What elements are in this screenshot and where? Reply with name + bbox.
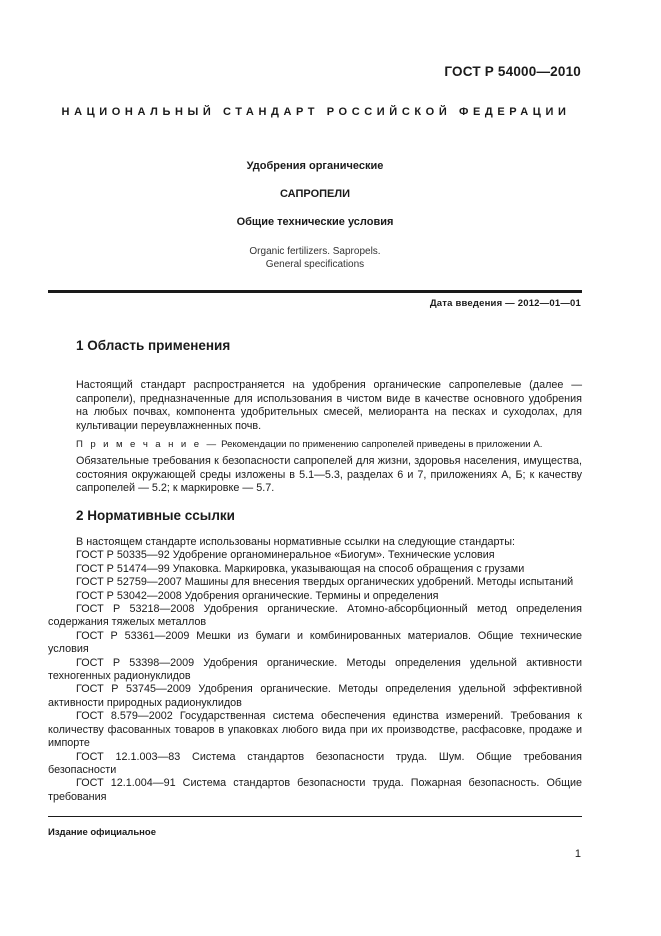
section-1-paragraph-2-text: Обязательные требования к безопасности сапропелей для жизни, здоровья населения, имущества, состояния окружающей среды изложены в 5.1—5.3, разделах 6 и 7, приложениях А, Б; к качеству сапропелей — 5.2; к маркировке — 5.7.	[76, 455, 582, 494]
reference-item: ГОСТ Р 52759—2007 Машины для внесения твердых органических удобрений. Методы испытаний	[76, 576, 574, 589]
section-1-paragraph-2	[76, 455, 582, 496]
reference-item: ГОСТ Р 51474—99 Упаковка. Маркировка, указывающая на способ обращения с грузами	[76, 562, 525, 575]
section-1-heading: 1 Область применения	[76, 338, 231, 353]
footer-divider	[48, 816, 582, 817]
references-intro: В настоящем стандарте использованы нормативные ссылки на следующие стандарты:	[76, 536, 515, 548]
reference-item: ГОСТ Р 50335—92 Удобрение органоминеральное «Биогум». Технические условия	[76, 549, 495, 562]
reference-item: ГОСТ 12.1.004—91 Система стандартов безопасности труда. Пожарная безопасность. Общие требования	[48, 777, 582, 803]
english-title-line-1: Organic fertilizers. Sapropels.	[249, 246, 381, 257]
title-divider	[48, 290, 582, 293]
reference-item: ГОСТ Р 53745—2009 Удобрения органические. Методы определения удельной эффективной активности природных радионуклидов	[48, 683, 582, 709]
page-number: 1	[574, 848, 581, 860]
english-title-line-2: General specifications	[265, 259, 365, 270]
references-list	[48, 536, 582, 804]
reference-item: ГОСТ 8.579—2002 Государственная система обеспечения единства измерений. Требования к количеству фасованных товаров в упаковках любого вида при их производстве, расфасовке, продаже и импорте	[48, 710, 582, 750]
english-title	[48, 245, 582, 271]
reference-item: ГОСТ Р 53361—2009 Мешки из бумаги и комбинированных материалов. Общие технические условия	[48, 629, 582, 656]
note-label: П р и м е ч а н и е —	[76, 439, 219, 450]
title-line-3: Общие технические условия	[236, 216, 394, 228]
section-1-paragraph-1	[76, 379, 582, 433]
document-code: ГОСТ Р 54000—2010	[444, 64, 581, 79]
title-line-2: САПРОПЕЛИ	[280, 188, 350, 200]
section-1-note	[76, 438, 582, 451]
reference-item: ГОСТ 12.1.003—83 Система стандартов безопасности труда. Шум. Общие требования безопасности	[48, 750, 582, 776]
effective-date: Дата введения — 2012—01—01	[429, 298, 581, 309]
official-edition-label: Издание официальное	[48, 827, 156, 838]
reference-item: ГОСТ Р 53218—2008 Удобрения органические. Атомно-абсорбционный метод определения содержания тяжелых металлов	[48, 603, 582, 629]
section-1-paragraph-1-text: Настоящий стандарт распространяется на удобрения органические сапропелевые (далее — сапропели), предназначенные для использования в чистом виде в качестве основного удобрения на любых почвах, компонента удобрительных смесей, мелиоранта на песках и суходолах, для культивации переувлажненных почв.	[76, 379, 582, 432]
section-2-heading: 2 Нормативные ссылки	[76, 508, 235, 523]
national-standard-banner: НАЦИОНАЛЬНЫЙ СТАНДАРТ РОССИЙСКОЙ ФЕДЕРАЦИИ	[61, 106, 571, 118]
title-line-1: Удобрения органические	[246, 160, 384, 172]
reference-item: ГОСТ Р 53398—2009 Удобрения органические. Методы определения удельной активности техногенных радионуклидов	[48, 656, 582, 683]
reference-item: ГОСТ Р 53042—2008 Удобрения органические. Термины и определения	[76, 589, 439, 602]
note-text: Рекомендации по применению сапропелей приведены в приложении А.	[218, 439, 543, 450]
